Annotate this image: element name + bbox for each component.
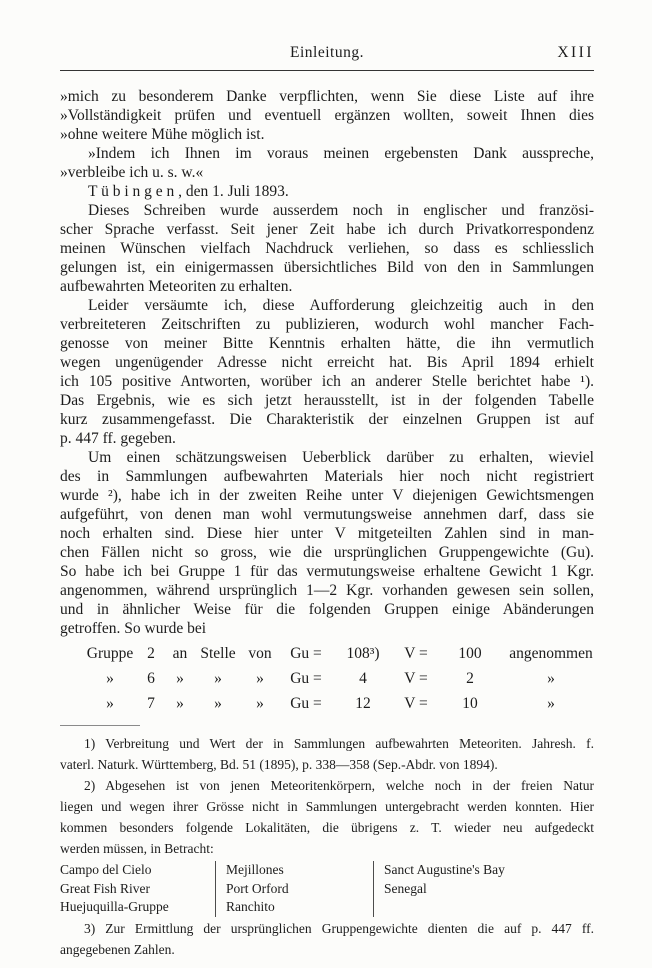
footnote-line: vaterl. Naturk. Württemberg, Bd. 51 (1895), p. 338—358 (Sep.-Abdr. von 1894). bbox=[60, 757, 498, 772]
table-cell: angenommen bbox=[509, 645, 593, 662]
group-weight-table bbox=[82, 641, 594, 716]
body-text bbox=[60, 87, 594, 716]
paragraph-quote-closing bbox=[60, 144, 594, 182]
text-line: scher Sprache verfasst. Seit jener Zeit habe ich durch Privatkorrespondenz bbox=[60, 221, 594, 238]
locality-item: Ranchito bbox=[226, 899, 275, 914]
paragraph-schreiben bbox=[60, 201, 594, 296]
table-cell: Gu = bbox=[290, 695, 322, 712]
locality-item: Great Fish River bbox=[60, 880, 150, 896]
table-cell: V = bbox=[404, 645, 428, 662]
table-cell: » bbox=[106, 670, 114, 687]
table-cell: » bbox=[547, 670, 555, 687]
locality-item: Huejuquilla-Gruppe bbox=[60, 899, 169, 914]
text-line: ich 105 positive Antworten, worüber ich an anderer Stelle berichtet habe ¹). bbox=[60, 373, 594, 390]
text-line: Das Ergebnis, wie es sich jetzt herausstellt, ist in der folgenden Tabelle bbox=[60, 392, 594, 409]
locality-item: Port Orford bbox=[226, 880, 289, 896]
locality-item: Senegal bbox=[384, 880, 427, 896]
locality-table bbox=[60, 861, 594, 917]
footnote-line: 2) Abgesehen ist von jenen Meteoritenkörpern, welche noch in der freien Natur bbox=[84, 778, 594, 793]
text-line: wegen ungenügender Adresse nicht erreicht hat. Bis April 1894 erhielt bbox=[60, 354, 594, 371]
table-cell: V = bbox=[404, 695, 428, 712]
table-cell: 6 bbox=[147, 670, 155, 687]
text-line: T ü b i n g e n , den 1. Juli 1893. bbox=[88, 183, 289, 200]
text-line: Um einen schätzungsweisen Ueberblick darüber zu erhalten, wieviel bbox=[88, 449, 594, 466]
text-line: Dieses Schreiben wurde ausserdem noch in englischer und französi- bbox=[88, 202, 594, 219]
table-cell: » bbox=[214, 670, 222, 687]
paragraph-ueberblick bbox=[60, 448, 594, 638]
text-line: chen Fällen nicht so gross, wie die ursprünglichen Gruppengewichte (Gu). bbox=[60, 544, 594, 561]
text-line: »Indem ich Ihnen im voraus meinen ergebensten Dank ausspreche, bbox=[88, 145, 594, 162]
footnote-3 bbox=[60, 918, 594, 960]
table-cell: 2 bbox=[466, 670, 474, 687]
table-cell: an bbox=[172, 645, 188, 662]
paragraph-quote-continuation bbox=[60, 87, 594, 144]
footnote-line: angegebenen Zahlen. bbox=[60, 941, 175, 957]
locality-column-2 bbox=[215, 861, 373, 917]
table-cell: Gu = bbox=[290, 670, 322, 687]
locality-item: Sanct Augustine's Bay bbox=[384, 862, 505, 877]
text-line: getroffen. So wurde bei bbox=[60, 620, 207, 637]
table-cell: 2 bbox=[147, 645, 155, 662]
footnote-line: kommen besonders folgende Lokalitäten, die übrigens z. T. wieder neu aufgedeckt bbox=[60, 820, 594, 835]
footnote-1 bbox=[60, 733, 594, 775]
table-cell: 4 bbox=[359, 670, 367, 687]
text-line: angenommen, während ursprünglich 1—2 Kgr. vorhanden gewesen sein sollen, bbox=[60, 582, 594, 599]
table-cell: » bbox=[106, 695, 114, 712]
running-title: Einleitung. bbox=[290, 44, 364, 61]
text-line: kurz zusammengefasst. Die Charakteristik der einzelnen Gruppen ist auf bbox=[60, 411, 594, 428]
text-line: meinen Wünschen vielfach Nachdruck verliehen, so dass es schliesslich bbox=[60, 240, 594, 257]
text-line: »verbleibe ich u. s. w.« bbox=[60, 164, 204, 181]
text-line: »Vollständigkeit prüfen und eventuell ergänzen wollten, soweit Ihnen dies bbox=[60, 107, 594, 124]
locality-item: Mejillones bbox=[226, 862, 284, 877]
table-cell: 12 bbox=[355, 695, 371, 712]
text-line: »mich zu besonderem Danke verpflichten, wenn Sie diese Liste auf ihre bbox=[60, 88, 594, 105]
text-line: »ohne weitere Mühe möglich ist. bbox=[60, 126, 265, 143]
text-line: aufgeführt, von denen man wohl vermutungsweise annehmen darf, dass sie bbox=[60, 506, 594, 523]
text-line: So habe ich bei Gruppe 1 für das vermutungsweise erhaltene Gewicht 1 Kgr. bbox=[60, 563, 594, 580]
text-line: gelungen ist, ein einigermassen übersichtliches Bild von den in Sammlungen bbox=[60, 259, 594, 276]
table-cell: Stelle bbox=[200, 645, 236, 662]
footnote-2 bbox=[60, 775, 594, 859]
text-line: verbreiteteren Zeitschriften zu publizieren, wodurch wohl mancher Fach- bbox=[60, 316, 594, 333]
table-cell: 108³) bbox=[346, 645, 380, 662]
text-line: und in ähnlicher Weise für die folgenden Gruppen einige Abänderungen bbox=[60, 601, 594, 618]
table-cell: » bbox=[176, 695, 184, 712]
footnote-line: liegen und wegen ihrer Grösse nicht in Sammlungen untergebracht werden konnten. Hier bbox=[60, 799, 594, 814]
table-cell: 7 bbox=[147, 695, 155, 712]
table-cell: » bbox=[547, 695, 555, 712]
table-cell: » bbox=[256, 695, 264, 712]
footnote-line: 1) Verbreitung und Wert der in Sammlungen aufbewahrten Meteoriten. Jahresh. f. bbox=[84, 736, 594, 751]
locality-column-3 bbox=[373, 861, 594, 917]
table-row bbox=[82, 691, 594, 716]
page-header bbox=[60, 44, 594, 65]
text-line: des in Sammlungen aufbewahrten Materials hier noch nicht registriert bbox=[60, 468, 594, 485]
locality-item: Campo del Cielo bbox=[60, 862, 152, 877]
table-row bbox=[82, 641, 594, 666]
table-cell: » bbox=[176, 670, 184, 687]
text-line: noch erhalten sind. Diese hier unter V mitgeteilten Zahlen sind in man- bbox=[60, 525, 594, 542]
table-cell: 100 bbox=[458, 645, 482, 662]
locality-column-1 bbox=[60, 861, 215, 917]
text-line: genosse von meiner Bitte Kenntnis erhalten hätte, die ihn vermutlich bbox=[60, 335, 594, 352]
paragraph-dateline bbox=[60, 182, 594, 201]
text-line: aufbewahrten Meteoriten zu erhalten. bbox=[60, 278, 293, 295]
text-line: p. 447 ff. gegeben. bbox=[60, 430, 176, 447]
table-cell: V = bbox=[404, 670, 428, 687]
table-cell: » bbox=[214, 695, 222, 712]
table-cell: 10 bbox=[462, 695, 478, 712]
table-row bbox=[82, 666, 594, 691]
table-cell: » bbox=[256, 670, 264, 687]
footnote-line: werden müssen, in Betracht: bbox=[60, 841, 214, 856]
footnotes bbox=[60, 733, 594, 960]
text-line: Leider versäumte ich, diese Aufforderung gleichzeitig auch in den bbox=[88, 297, 594, 314]
paragraph-leider bbox=[60, 296, 594, 448]
text-line: wurde ²), habe ich in der zweiten Reihe unter V diejenigen Gewichtsmengen bbox=[60, 487, 594, 504]
header-rule bbox=[60, 70, 594, 71]
page-number: XIII bbox=[557, 44, 594, 61]
table-cell: Gu = bbox=[290, 645, 322, 662]
footnote-separator bbox=[60, 725, 140, 726]
table-cell: Gruppe bbox=[86, 645, 134, 662]
footnote-line: 3) Zur Ermittlung der ursprünglichen Gruppengewichte dienten die auf p. 447 ff. bbox=[84, 920, 594, 936]
table-cell: von bbox=[248, 645, 272, 662]
